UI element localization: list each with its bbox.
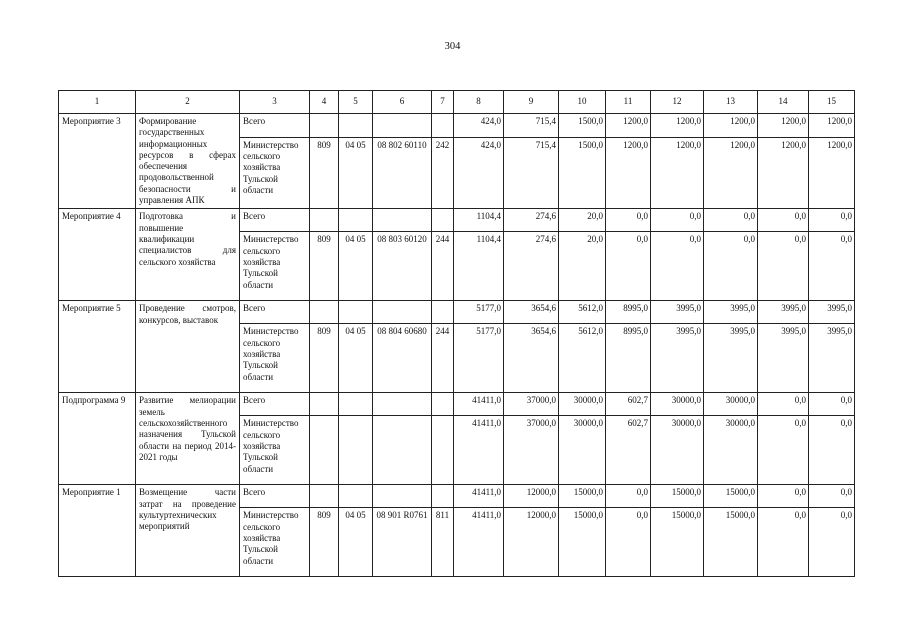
code-cell [432, 301, 454, 324]
value-cell: 3654,6 [504, 324, 559, 393]
executor-cell: Всего [240, 393, 310, 416]
value-cell: 602,7 [606, 416, 651, 485]
executor-cell: Министерство сельского хозяйства Тульской области [240, 324, 310, 393]
vr-cell: 244 [432, 324, 454, 393]
value-cell: 30000,0 [651, 393, 704, 416]
value-cell: 3995,0 [809, 324, 855, 393]
value-cell: 0,0 [809, 416, 855, 485]
value-cell: 1200,0 [704, 114, 758, 138]
value-cell: 30000,0 [559, 393, 606, 416]
value-cell: 1200,0 [758, 137, 809, 209]
value-cell: 0,0 [758, 209, 809, 232]
csr-cell: 08 804 60680 [373, 324, 432, 393]
header-cell: 14 [758, 91, 809, 114]
value-cell: 5177,0 [454, 301, 504, 324]
measure-label: Мероприятие 3 [59, 114, 136, 209]
vr-cell: 244 [432, 232, 454, 301]
grbs-cell: 809 [310, 137, 339, 209]
value-cell: 0,0 [704, 209, 758, 232]
code-cell [432, 209, 454, 232]
value-cell: 15000,0 [651, 485, 704, 508]
grbs-cell: 809 [310, 232, 339, 301]
code-cell [432, 114, 454, 138]
value-cell: 274,6 [504, 209, 559, 232]
value-cell: 3995,0 [704, 301, 758, 324]
budget-table [58, 90, 855, 577]
executor-cell: Министерство сельского хозяйства Тульской области [240, 508, 310, 577]
code-cell [310, 114, 339, 138]
value-cell: 3995,0 [809, 301, 855, 324]
grbs-cell: 809 [310, 324, 339, 393]
header-cell: 12 [651, 91, 704, 114]
value-cell: 0,0 [606, 485, 651, 508]
executor-cell: Всего [240, 209, 310, 232]
value-cell: 0,0 [606, 232, 651, 301]
value-cell: 15000,0 [704, 485, 758, 508]
measure-label: Мероприятие 5 [59, 301, 136, 393]
value-cell: 15000,0 [651, 508, 704, 577]
value-cell: 0,0 [704, 232, 758, 301]
table-row-total [59, 485, 855, 508]
value-cell: 12000,0 [504, 485, 559, 508]
value-cell: 1104,4 [454, 232, 504, 301]
code-cell [339, 209, 373, 232]
value-cell: 1200,0 [606, 114, 651, 138]
code-cell [373, 301, 432, 324]
value-cell: 8995,0 [606, 324, 651, 393]
measure-label: Подпрограмма 9 [59, 393, 136, 485]
value-cell: 12000,0 [504, 508, 559, 577]
value-cell: 0,0 [809, 485, 855, 508]
executor-cell: Министерство сельского хозяйства Тульской области [240, 137, 310, 209]
code-cell [310, 209, 339, 232]
value-cell: 0,0 [651, 232, 704, 301]
value-cell: 424,0 [454, 137, 504, 209]
value-cell: 0,0 [606, 209, 651, 232]
value-cell: 3995,0 [758, 324, 809, 393]
value-cell: 274,6 [504, 232, 559, 301]
csr-cell: 08 802 60110 [373, 137, 432, 209]
code-cell [373, 485, 432, 508]
code-cell [339, 301, 373, 324]
csr-cell: 08 803 60120 [373, 232, 432, 301]
rzpr-cell: 04 05 [339, 137, 373, 209]
code-cell [432, 485, 454, 508]
value-cell: 0,0 [809, 393, 855, 416]
csr-cell [373, 416, 432, 485]
value-cell: 1200,0 [606, 137, 651, 209]
value-cell: 0,0 [651, 209, 704, 232]
header-cell: 2 [136, 91, 240, 114]
value-cell: 0,0 [809, 508, 855, 577]
value-cell: 3995,0 [651, 324, 704, 393]
code-cell [373, 393, 432, 416]
code-cell [339, 485, 373, 508]
value-cell: 602,7 [606, 393, 651, 416]
value-cell: 20,0 [559, 232, 606, 301]
table-row-total [59, 393, 855, 416]
value-cell: 30000,0 [704, 393, 758, 416]
code-cell [432, 393, 454, 416]
value-cell: 30000,0 [559, 416, 606, 485]
header-cell: 10 [559, 91, 606, 114]
executor-cell: Всего [240, 485, 310, 508]
measure-label: Мероприятие 4 [59, 209, 136, 301]
value-cell: 30000,0 [704, 416, 758, 485]
code-cell [339, 393, 373, 416]
value-cell: 1200,0 [651, 114, 704, 138]
value-cell: 1104,4 [454, 209, 504, 232]
value-cell: 715,4 [504, 137, 559, 209]
header-cell: 3 [240, 91, 310, 114]
table-body [59, 91, 855, 577]
grbs-cell: 809 [310, 508, 339, 577]
csr-cell: 08 901 R0761 [373, 508, 432, 577]
executor-cell: Министерство сельского хозяйства Тульской области [240, 416, 310, 485]
measure-description: Проведение смотров, конкурсов, выставок [136, 301, 240, 393]
header-cell: 5 [339, 91, 373, 114]
code-cell [310, 485, 339, 508]
vr-cell [432, 416, 454, 485]
value-cell: 1500,0 [559, 114, 606, 138]
value-cell: 15000,0 [704, 508, 758, 577]
vr-cell: 242 [432, 137, 454, 209]
value-cell: 1200,0 [704, 137, 758, 209]
value-cell: 1500,0 [559, 137, 606, 209]
value-cell: 41411,0 [454, 416, 504, 485]
value-cell: 37000,0 [504, 393, 559, 416]
executor-cell: Всего [240, 114, 310, 138]
value-cell: 41411,0 [454, 393, 504, 416]
value-cell: 424,0 [454, 114, 504, 138]
value-cell: 1200,0 [809, 114, 855, 138]
rzpr-cell: 04 05 [339, 508, 373, 577]
value-cell: 0,0 [809, 209, 855, 232]
rzpr-cell: 04 05 [339, 232, 373, 301]
header-cell: 13 [704, 91, 758, 114]
header-cell: 11 [606, 91, 651, 114]
value-cell: 3995,0 [758, 301, 809, 324]
rzpr-cell: 04 05 [339, 324, 373, 393]
value-cell: 37000,0 [504, 416, 559, 485]
value-cell: 1200,0 [809, 137, 855, 209]
value-cell: 0,0 [809, 232, 855, 301]
value-cell: 15000,0 [559, 508, 606, 577]
grbs-cell [310, 416, 339, 485]
measure-label: Мероприятие 1 [59, 485, 136, 577]
executor-cell: Министерство сельского хозяйства Тульской области [240, 232, 310, 301]
value-cell: 3654,6 [504, 301, 559, 324]
value-cell: 8995,0 [606, 301, 651, 324]
header-cell: 4 [310, 91, 339, 114]
value-cell: 3995,0 [704, 324, 758, 393]
value-cell: 41411,0 [454, 485, 504, 508]
value-cell: 1200,0 [651, 137, 704, 209]
page-number: 304 [444, 41, 461, 52]
table-row-total [59, 301, 855, 324]
measure-description: Развитие мелиорации земель сельскохозяйственного назначения Тульской области на период 2014-2021 годы [136, 393, 240, 485]
value-cell: 5177,0 [454, 324, 504, 393]
header-cell: 1 [59, 91, 136, 114]
code-cell [339, 114, 373, 138]
table-row-total [59, 209, 855, 232]
header-cell: 6 [373, 91, 432, 114]
value-cell: 0,0 [758, 393, 809, 416]
rzpr-cell [339, 416, 373, 485]
header-cell: 8 [454, 91, 504, 114]
code-cell [310, 301, 339, 324]
value-cell: 0,0 [758, 416, 809, 485]
value-cell: 0,0 [758, 508, 809, 577]
value-cell: 0,0 [758, 485, 809, 508]
code-cell [373, 114, 432, 138]
vr-cell: 811 [432, 508, 454, 577]
value-cell: 41411,0 [454, 508, 504, 577]
header-cell: 15 [809, 91, 855, 114]
code-cell [373, 209, 432, 232]
measure-description: Формирование государственных информационных ресурсов в сферах обеспечения продовольственной безопасности и управления АПК [136, 114, 240, 209]
value-cell: 5612,0 [559, 324, 606, 393]
code-cell [310, 393, 339, 416]
header-cell: 7 [432, 91, 454, 114]
header-row [59, 91, 855, 114]
header-cell: 9 [504, 91, 559, 114]
table-row-total [59, 114, 855, 138]
executor-cell: Всего [240, 301, 310, 324]
value-cell: 715,4 [504, 114, 559, 138]
value-cell: 15000,0 [559, 485, 606, 508]
value-cell: 5612,0 [559, 301, 606, 324]
value-cell: 3995,0 [651, 301, 704, 324]
measure-description: Возмещение части затрат на проведение культуртехнических мероприятий [136, 485, 240, 577]
value-cell: 30000,0 [651, 416, 704, 485]
value-cell: 20,0 [559, 209, 606, 232]
value-cell: 0,0 [758, 232, 809, 301]
measure-description: Подготовка и повышение квалификации специалистов для сельского хозяйства [136, 209, 240, 301]
value-cell: 1200,0 [758, 114, 809, 138]
value-cell: 0,0 [606, 508, 651, 577]
